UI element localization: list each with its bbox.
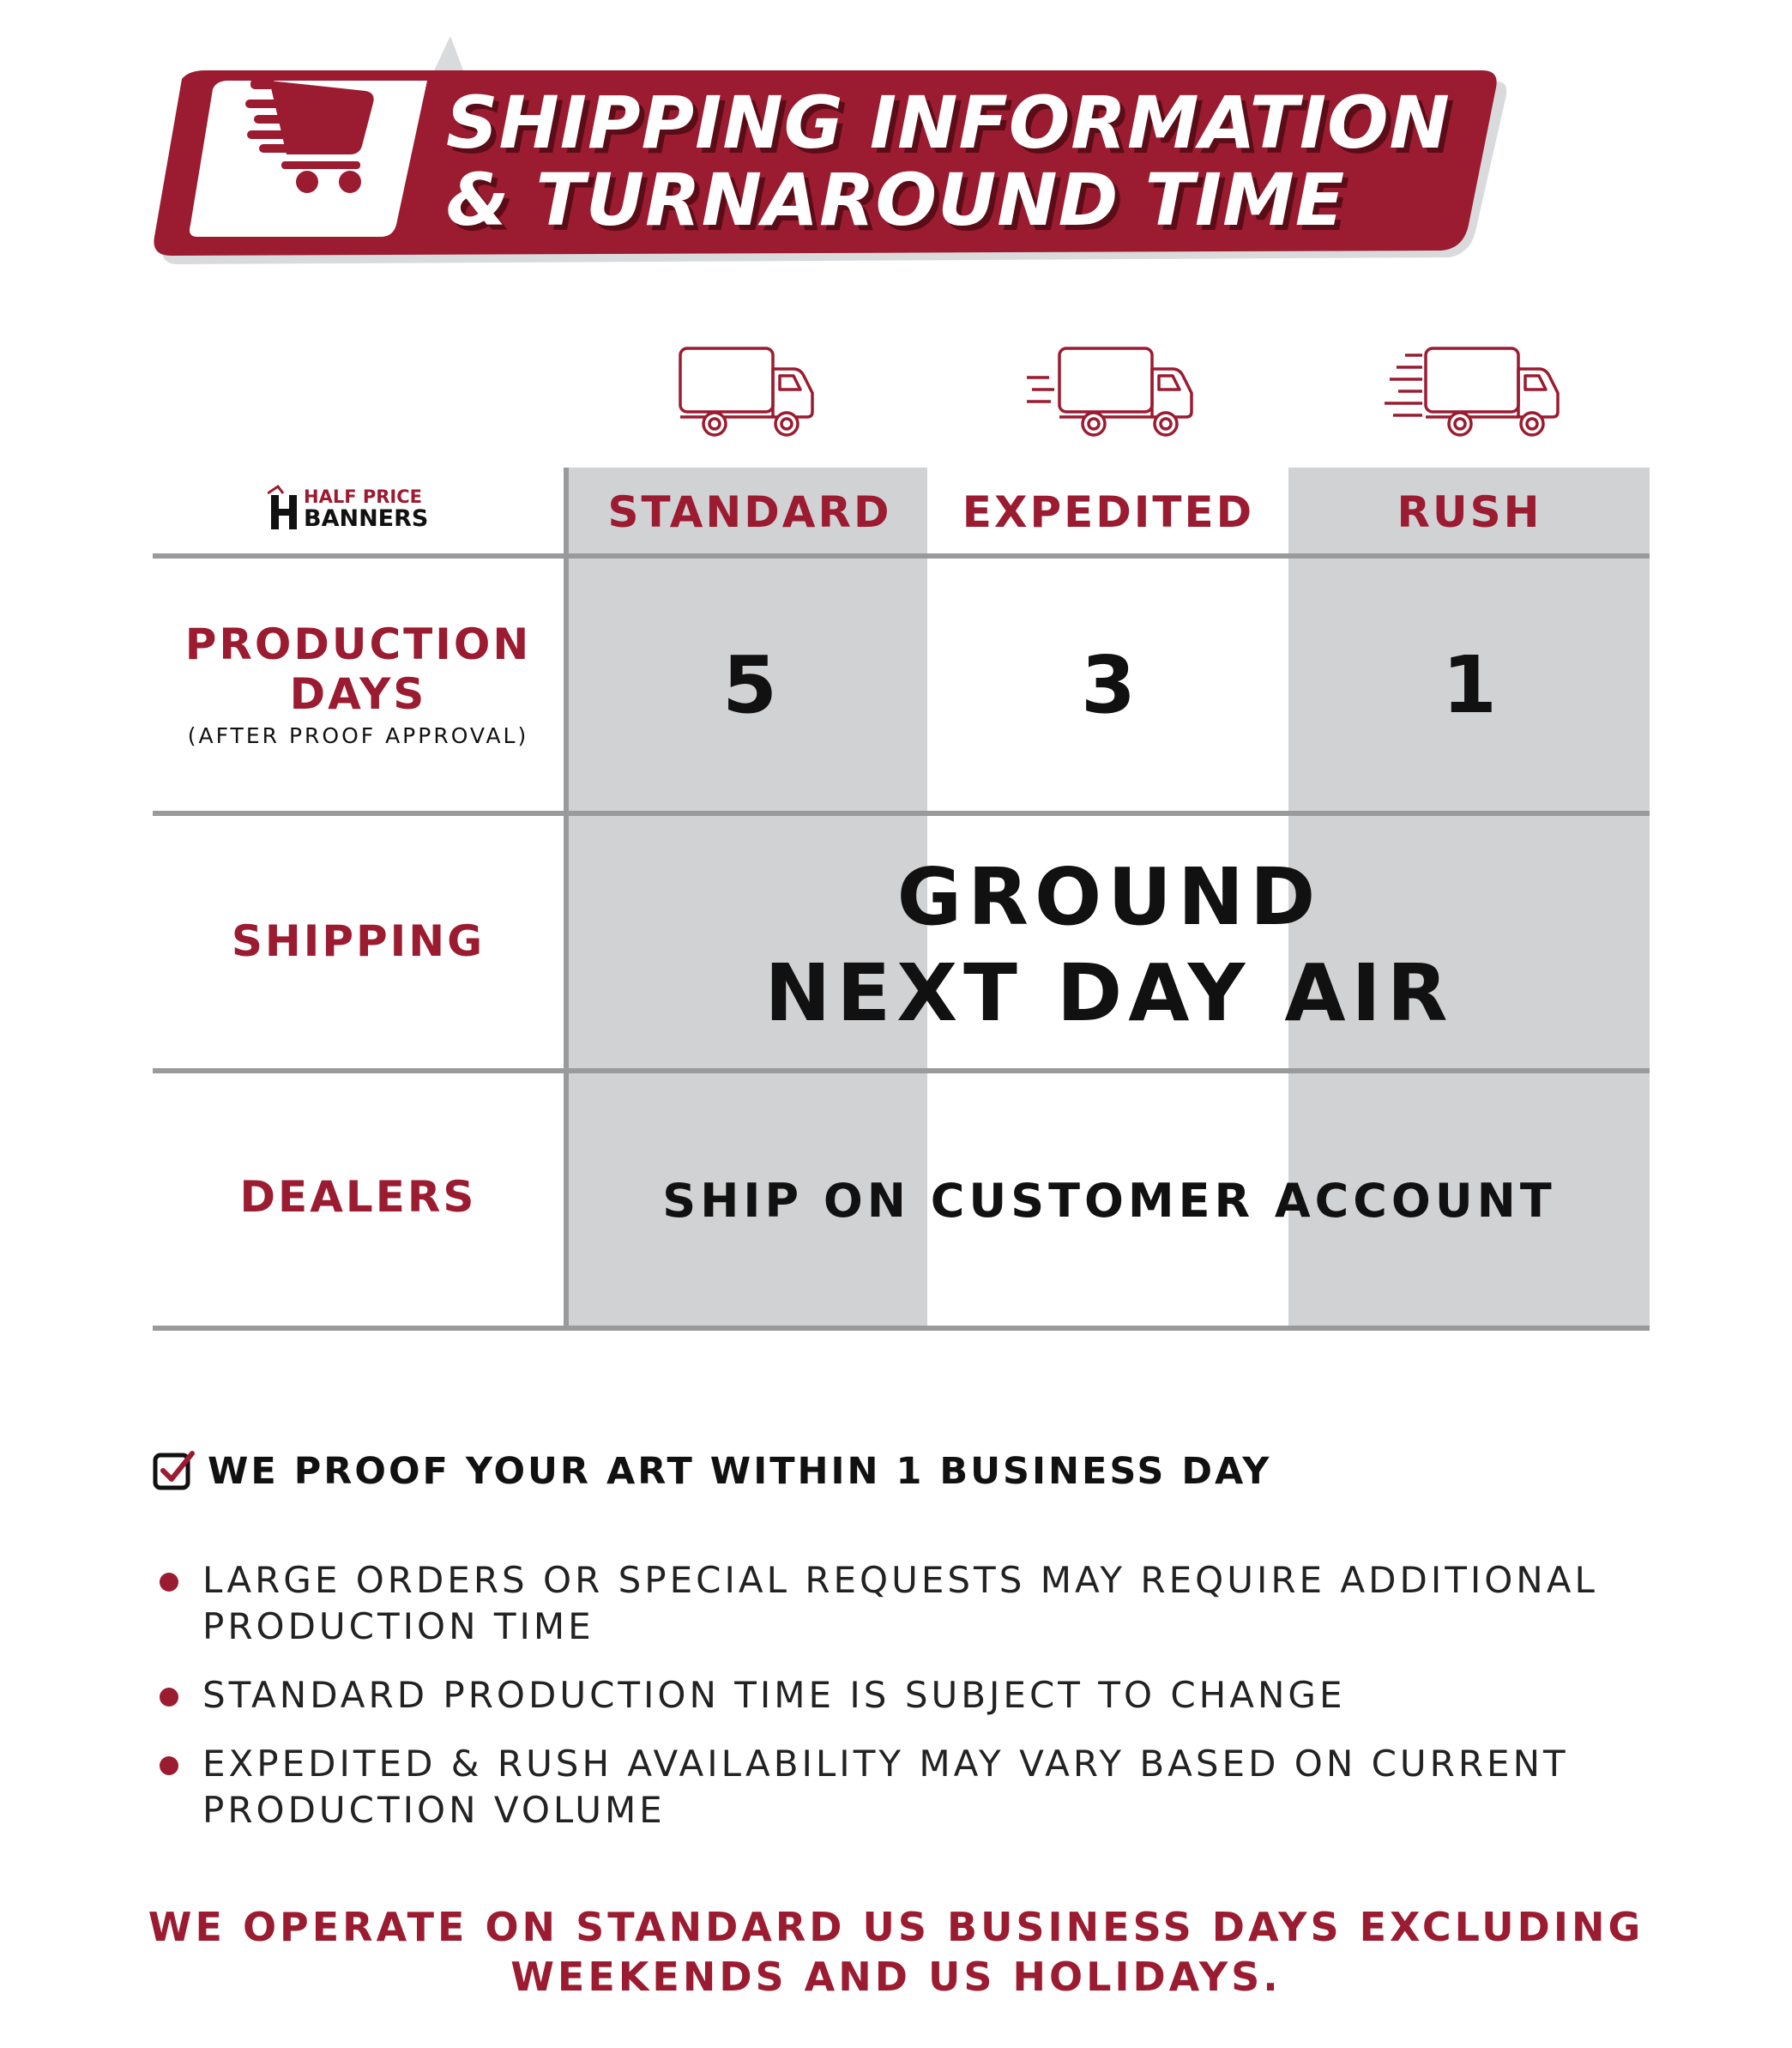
notes-list bbox=[153, 1557, 1662, 1856]
fastest-truck-icon bbox=[1381, 343, 1561, 442]
logo-line-1: HALF PRICE bbox=[304, 486, 422, 507]
note-line: PRODUCTION TIME bbox=[202, 1605, 594, 1647]
footer-notice bbox=[86, 1902, 1706, 2002]
checkbox-icon bbox=[153, 1448, 197, 1493]
production-label-line-2: DAYS bbox=[289, 669, 427, 719]
production-sublabel: (AFTER PROOF APPROVAL) bbox=[187, 723, 529, 748]
half-price-banners-logo bbox=[268, 485, 448, 533]
proof-text: WE PROOF YOUR ART WITHIN 1 BUSINESS DAY bbox=[208, 1450, 1272, 1493]
list-item bbox=[153, 1672, 1662, 1719]
logo-h-icon bbox=[268, 485, 302, 533]
note-line: EXPEDITED & RUSH AVAILABILITY MAY VARY BASED ON CURRENT bbox=[202, 1743, 1569, 1785]
page-title bbox=[446, 81, 1518, 242]
footer-line-2: WEEKENDS AND US HOLIDAYS. bbox=[510, 1954, 1282, 2000]
column-header-expedited: EXPEDITED bbox=[962, 487, 1255, 537]
row-label-dealers: DEALERS bbox=[239, 1172, 477, 1222]
row-label-shipping: SHIPPING bbox=[231, 916, 486, 966]
bullet-icon bbox=[160, 1573, 178, 1592]
production-days-rush: 1 bbox=[1441, 639, 1497, 731]
note-line: LARGE ORDERS OR SPECIAL REQUESTS MAY REQUIRE ADDITIONAL bbox=[202, 1559, 1598, 1601]
table-rule bbox=[153, 811, 1650, 816]
row-label-production bbox=[153, 619, 564, 753]
title-line-1: SHIPPING INFORMATION bbox=[446, 81, 1451, 165]
table-rule bbox=[153, 1068, 1650, 1073]
dealers-value: SHIP ON CUSTOMER ACCOUNT bbox=[662, 1174, 1556, 1228]
bullet-icon bbox=[160, 1688, 178, 1707]
column-header-rush: RUSH bbox=[1397, 487, 1542, 537]
note-line: PRODUCTION VOLUME bbox=[202, 1789, 666, 1831]
production-label-line-1: PRODUCTION bbox=[184, 619, 532, 669]
footer-line-1: WE OPERATE ON STANDARD US BUSINESS DAYS EXCLUDING bbox=[148, 1904, 1644, 1950]
title-line-2: & TURNAROUND TIME bbox=[446, 158, 1346, 242]
production-days-expedited: 3 bbox=[1080, 639, 1136, 731]
shopping-cart-icon bbox=[240, 70, 395, 199]
list-item bbox=[153, 1741, 1662, 1834]
list-item bbox=[153, 1557, 1662, 1650]
column-header-standard: STANDARD bbox=[607, 487, 892, 537]
shipping-line-2: NEXT DAY AIR bbox=[764, 947, 1454, 1039]
shipping-line-1: GROUND bbox=[896, 851, 1322, 943]
table-rule bbox=[153, 553, 1650, 559]
truck-icon bbox=[673, 343, 819, 442]
shipping-method bbox=[569, 849, 1650, 1042]
bullet-icon bbox=[160, 1756, 178, 1775]
production-days-standard: 5 bbox=[721, 639, 777, 731]
logo-line-2: BANNERS bbox=[304, 505, 429, 532]
note-line: STANDARD PRODUCTION TIME IS SUBJECT TO CHANGE bbox=[202, 1674, 1346, 1716]
table-rule bbox=[153, 1326, 1650, 1331]
fast-truck-icon bbox=[1025, 343, 1197, 442]
